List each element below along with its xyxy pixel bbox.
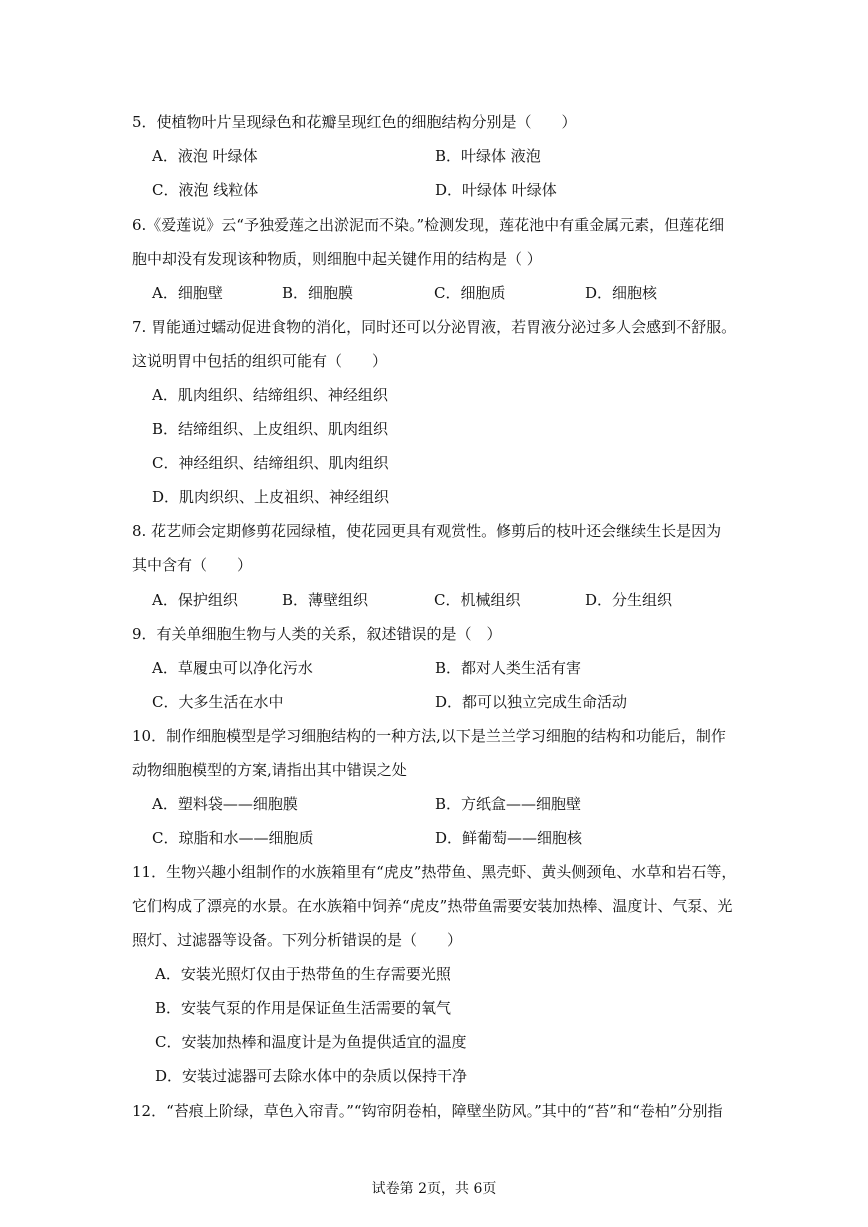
question-12-stem: 12．“苔痕上阶绿，草色入帘青。”“钩帘阴卷柏，障壁坐防风。”其中的“苔”和“卷柏”分别指 — [132, 1102, 723, 1120]
question-6-option-d: D．细胞核 — [585, 284, 658, 302]
question-10-option-a: A．塑料袋——细胞膜 — [152, 795, 298, 813]
question-11-option-a: A．安装光照灯仅由于热带鱼的生存需要光照 — [155, 965, 451, 983]
question-9-stem: 9．有关单细胞生物与人类的关系，叙述错误的是（ ） — [132, 625, 502, 643]
question-6-stem-line-1: 6.《爱莲说》云“予独爱莲之出淤泥而不染。”检测发现，莲花池中有重金属元素，但莲花细 — [132, 216, 725, 234]
question-11-option-c: C．安装加热棒和温度计是为鱼提供适宜的温度 — [155, 1033, 467, 1051]
question-11-option-d: D．安装过滤器可去除水体中的杂质以保持干净 — [155, 1067, 468, 1085]
question-7-option-c: C．神经组织、结缔组织、肌肉组织 — [152, 454, 389, 472]
question-5-stem: 5．使植物叶片呈现绿色和花瓣呈现红色的细胞结构分别是（ ） — [132, 113, 577, 131]
question-9-option-a: A．草履虫可以净化污水 — [152, 659, 313, 677]
question-8-option-b: B．薄壁组织 — [282, 591, 369, 609]
question-7-option-a: A．肌肉组织、结缔组织、神经组织 — [152, 386, 388, 404]
question-6-stem-line-2: 胞中却没有发现该种物质，则细胞中起关键作用的结构是（ ） — [132, 250, 542, 268]
question-8-stem-line-1: 8. 花艺师会定期修剪花园绿植，使花园更具有观赏性。修剪后的枝叶还会继续生长是因为 — [132, 522, 722, 540]
question-10-option-c: C．琼脂和水——细胞质 — [152, 829, 314, 847]
question-7-stem-line-2: 这说明胃中包括的组织可能有（ ） — [132, 352, 388, 370]
question-11-stem-line-1: 11．生物兴趣小组制作的水族箱里有“虎皮”热带鱼、黑壳虾、黄头侧颈龟、水草和岩石等， — [132, 863, 737, 881]
question-5-option-c: C．液泡 线粒体 — [152, 181, 259, 199]
question-6-option-b: B．细胞膜 — [282, 284, 354, 302]
question-9-option-d: D．都可以独立完成生命活动 — [435, 693, 628, 711]
question-7-option-b: B．结缔组织、上皮组织、肌肉组织 — [152, 420, 389, 438]
question-10-option-d: D．鲜葡萄——细胞核 — [435, 829, 583, 847]
question-10-stem-line-1: 10．制作细胞模型是学习细胞结构的一种方法,以下是兰兰学习细胞的结构和功能后，制作 — [132, 727, 726, 745]
question-6-option-c: C．细胞质 — [434, 284, 506, 302]
question-7-option-d: D．肌肉织织、上皮祖织、神经组织 — [152, 488, 390, 506]
question-8-option-a: A．保护组织 — [152, 591, 238, 609]
question-8-option-c: C．机械组织 — [434, 591, 521, 609]
question-10-stem-line-2: 动物细胞模型的方案,请指出其中错误之处 — [132, 761, 407, 779]
question-8-stem-line-2: 其中含有（ ） — [132, 556, 253, 574]
question-9-option-b: B．都对人类生活有害 — [435, 659, 582, 677]
question-6-option-a: A．细胞壁 — [152, 284, 223, 302]
question-9-option-c: C．大多生活在水中 — [152, 693, 284, 711]
question-5-option-b: B．叶绿体 液泡 — [435, 147, 541, 165]
question-7-stem-line-1: 7. 胃能通过蠕动促进食物的消化，同时还可以分泌胃液，若胃液分泌过多人会感到不舒服。 — [132, 318, 737, 336]
question-10-option-b: B．方纸盒——细胞壁 — [435, 795, 582, 813]
question-5-option-d: D．叶绿体 叶绿体 — [435, 181, 557, 199]
question-11-option-b: B．安装气泵的作用是保证鱼生活需要的氧气 — [155, 999, 452, 1017]
question-11-stem-line-3: 照灯、过滤器等设备。下列分析错误的是（ ） — [132, 931, 463, 949]
question-8-option-d: D．分生组织 — [585, 591, 673, 609]
page-footer: 试卷第 2页，共 6页 — [371, 1181, 497, 1197]
question-5-option-a: A．液泡 叶绿体 — [152, 147, 258, 165]
question-11-stem-line-2: 它们构成了漂亮的水景。在水族箱中饲养“虎皮”热带鱼需要安装加热棒、温度计、气泵、光 — [132, 897, 733, 915]
